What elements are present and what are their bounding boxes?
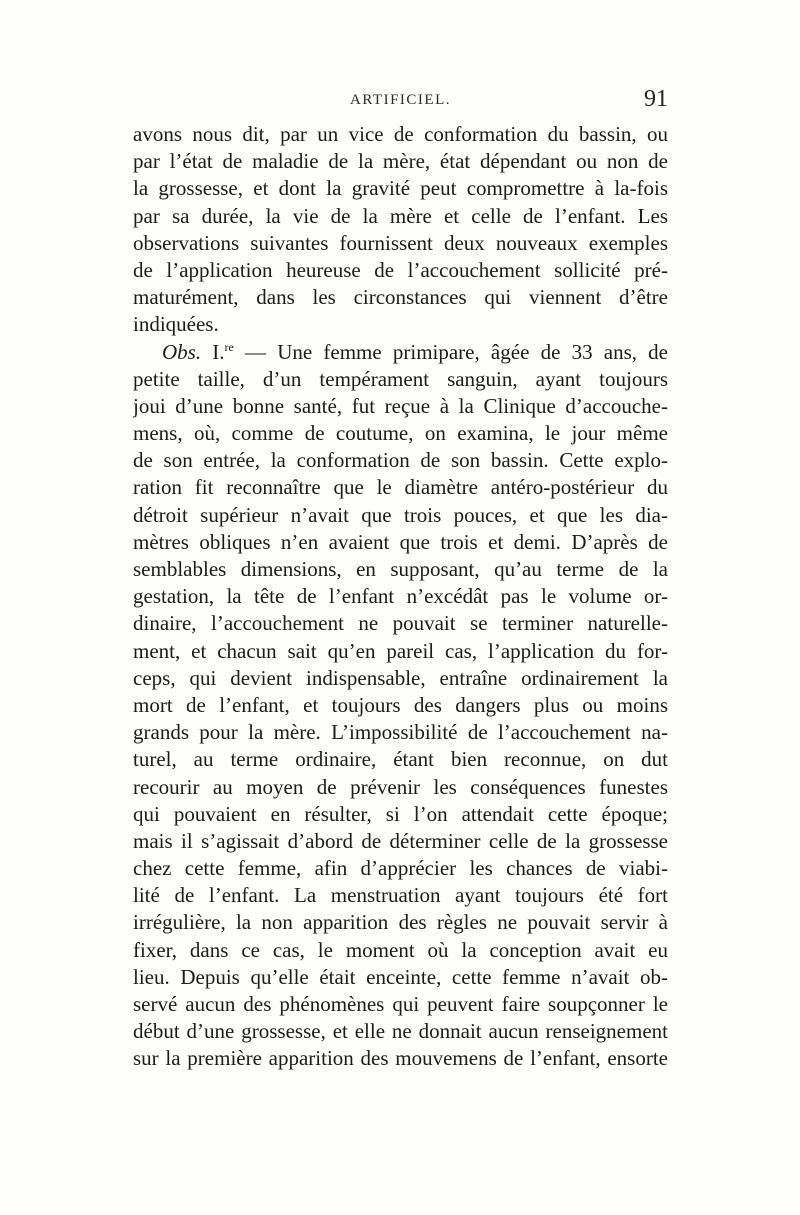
text-line: servé aucun des phénomènes qui peuvent faire soupçonner le bbox=[133, 992, 668, 1016]
observation-first-line-text: — Une femme primipare, âgée de 33 ans, de bbox=[233, 339, 668, 364]
page-number: 91 bbox=[644, 86, 668, 112]
text-line: grands pour la mère. L’impossibilité de l’accouchement na- bbox=[133, 720, 668, 745]
text-line: détroit supérieur n’avait que trois pouces, et que les dia- bbox=[133, 502, 668, 527]
text-line: mètres obliques n’en avaient que trois et demi. D’après de bbox=[133, 529, 668, 554]
text-line: mais il s’agissait d’abord de déterminer celle de la grossesse bbox=[133, 828, 668, 853]
text-line: ment, et chacun sait qu’en pareil cas, l’application du for- bbox=[133, 638, 668, 663]
paragraph-intro bbox=[133, 121, 668, 339]
text-line: maturément, dans les circonstances qui viennent d’être bbox=[133, 285, 668, 310]
text-line: dinaire, l’accouchement ne pouvait se terminer naturelle- bbox=[133, 611, 668, 636]
text-line: semblables dimensions, en supposant, qu’au terme de la bbox=[133, 557, 668, 581]
observation-ordinal: re bbox=[224, 339, 234, 354]
text-line: mens, où, comme de coutume, on examina, le jour même bbox=[133, 421, 668, 446]
text-line: début d’une grossesse, et elle ne donnait aucun renseignement bbox=[133, 1019, 668, 1044]
text-line: ration fit reconnaître que le diamètre antéro-postérieur du bbox=[133, 475, 668, 500]
text-line: de son entrée, la conformation de son bassin. Cette explo- bbox=[133, 448, 668, 473]
text-line: lieu. Depuis qu’elle était enceinte, cette femme n’avait ob- bbox=[133, 964, 668, 989]
text-line: petite taille, d’un tempérament sanguin, ayant toujours bbox=[133, 366, 668, 391]
text-line: observations suivantes fournissent deux nouveaux exemples bbox=[133, 230, 668, 255]
text-line: avons nous dit, par un vice de conformation du bassin, ou bbox=[133, 122, 668, 146]
body-text bbox=[133, 121, 668, 1073]
paragraph-observation bbox=[133, 339, 668, 1073]
observation-number: I. bbox=[212, 339, 225, 364]
text-line: lité de l’enfant. La menstruation ayant toujours été fort bbox=[133, 883, 668, 908]
text-line: ceps, qui devient indispensable, entraîne ordinairement la bbox=[133, 665, 668, 690]
observation-label: Obs. bbox=[162, 339, 202, 364]
text-line: joui d’une bonne santé, fut reçue à la Clinique d’accouche- bbox=[133, 393, 668, 418]
running-head bbox=[133, 86, 668, 116]
text-line: qui pouvaient en résulter, si l’on attendait cette époque; bbox=[133, 801, 668, 826]
text-line: de l’application heureuse de l’accouchement sollicité pré- bbox=[133, 257, 668, 282]
text-line: turel, au terme ordinaire, étant bien reconnue, on dut bbox=[133, 747, 668, 772]
text-line: irrégulière, la non apparition des règles ne pouvait servir à bbox=[133, 910, 668, 935]
text-line: fixer, dans ce cas, le moment où la conception avait eu bbox=[133, 937, 668, 962]
text-line: chez cette femme, afin d’apprécier les chances de viabi- bbox=[133, 856, 668, 881]
text-line: mort de l’enfant, et toujours des dangers plus ou moins bbox=[133, 692, 668, 717]
text-line: par l’état de maladie de la mère, état dépendant ou non de bbox=[133, 149, 668, 174]
text-line: indiquées. bbox=[133, 312, 219, 337]
text-line: gestation, la tête de l’enfant n’excédât pas le volume or- bbox=[133, 584, 668, 609]
text-line: sur la première apparition des mouvemens de l’enfant, ensorte bbox=[133, 1046, 668, 1071]
text-line: la grossesse, et dont la gravité peut compromettre à la-fois bbox=[133, 176, 668, 201]
observation-first-line bbox=[133, 339, 668, 366]
text-line: recourir au moyen de prévenir les conséquences funestes bbox=[133, 774, 668, 799]
running-title: ARTIFICIEL. bbox=[349, 92, 451, 108]
text-line: par sa durée, la vie de la mère et celle de l’enfant. Les bbox=[133, 203, 668, 228]
